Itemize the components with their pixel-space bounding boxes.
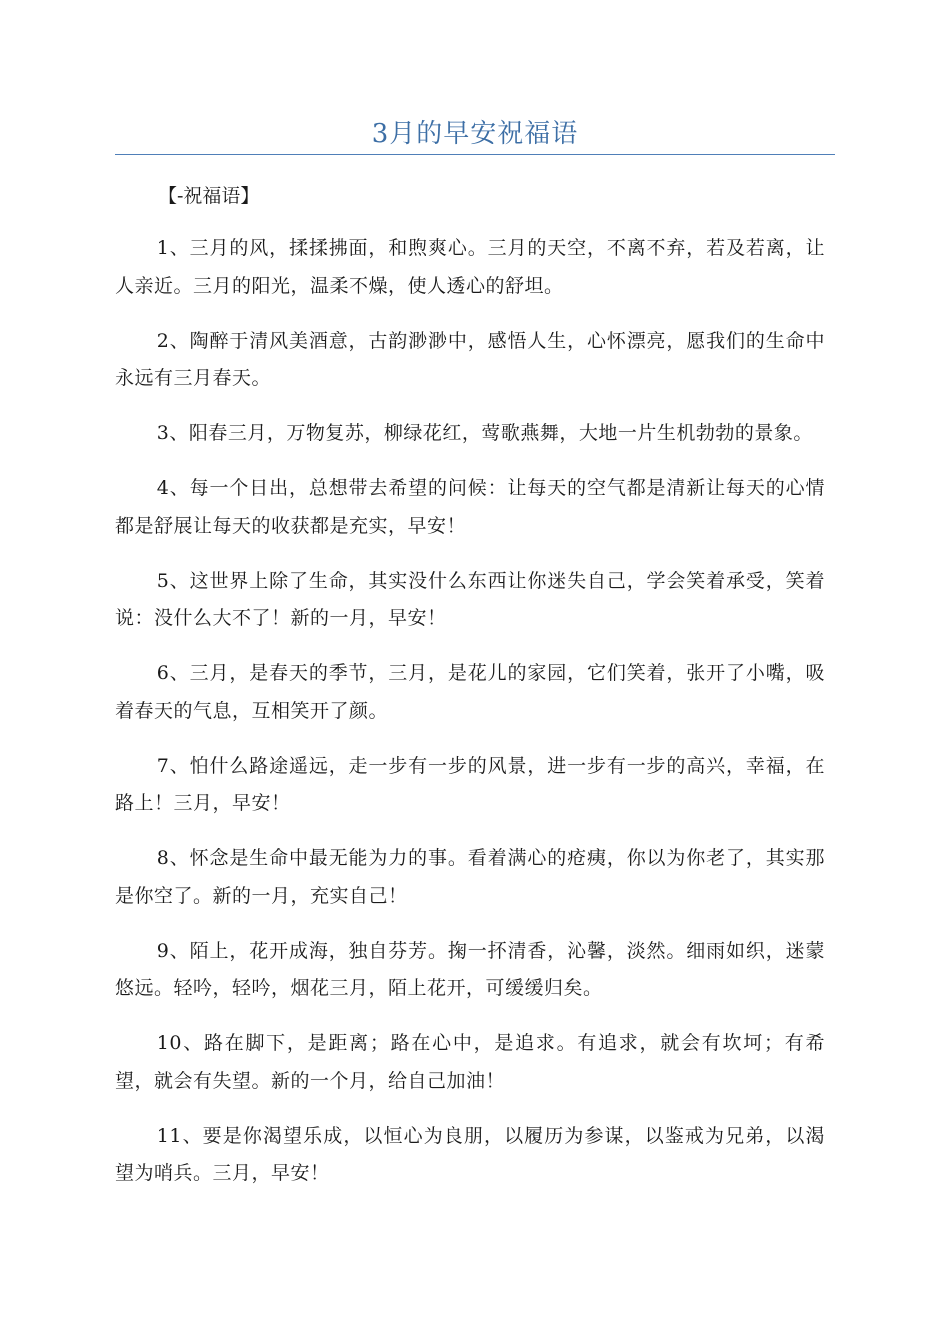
list-item: 8、怀念是生命中最无能为力的事。看着满心的疮痍，你以为你老了，其实那是你空了。新的一月，充实自己！ [115, 847, 825, 907]
list-item: 1、三月的风，揉揉拂面，和煦爽心。三月的天空，不离不弃，若及若离，让人亲近。三月的阳光，温柔不燥，使人透心的舒坦。 [115, 237, 825, 297]
section-heading: 【-祝福语】 [158, 185, 260, 207]
list-item: 5、这世界上除了生命，其实没什么东西让你迷失自己，学会笑着承受，笑着说：没什么大不了！新的一月，早安！ [115, 569, 825, 629]
list-item: 4、每一个日出，总想带去希望的问候：让每天的空气都是清新让每天的心情都是舒展让每天的收获都是充实，早安！ [115, 477, 825, 537]
list-item: 10、路在脚下，是距离；路在心中，是追求。有追求，就会有坎坷；有希望，就会有失望。新的一个月，给自己加油！ [115, 1032, 825, 1092]
list-item: 7、怕什么路途遥远，走一步有一步的风景，进一步有一步的高兴，幸福，在路上！三月，早安！ [115, 754, 825, 814]
list-item: 6、三月，是春天的季节，三月，是花儿的家园，它们笑着，张开了小嘴，吸着春天的气息，互相笑开了颜。 [115, 662, 825, 722]
list-item: 3、阳春三月，万物复苏，柳绿花红，莺歌燕舞，大地一片生机勃勃的景象。 [156, 422, 813, 444]
list-item: 9、陌上，花开成海，独自芬芳。掬一抔清香，沁馨，淡然。细雨如织，迷蒙悠远。轻吟，轻吟，烟花三月，陌上花开，可缓缓归矣。 [115, 939, 825, 999]
title-divider [115, 154, 835, 155]
list-item: 11、要是你渴望乐成，以恒心为良朋，以履历为参谋，以鉴戒为兄弟，以渴望为哨兵。三月，早安！ [115, 1124, 825, 1184]
page-title: 3月的早安祝福语 [371, 119, 579, 149]
blessing-list [115, 230, 825, 1210]
list-item: 2、陶醉于清风美酒意，古韵渺渺中，感悟人生，心怀漂亮，愿我们的生命中永远有三月春天。 [115, 329, 825, 389]
